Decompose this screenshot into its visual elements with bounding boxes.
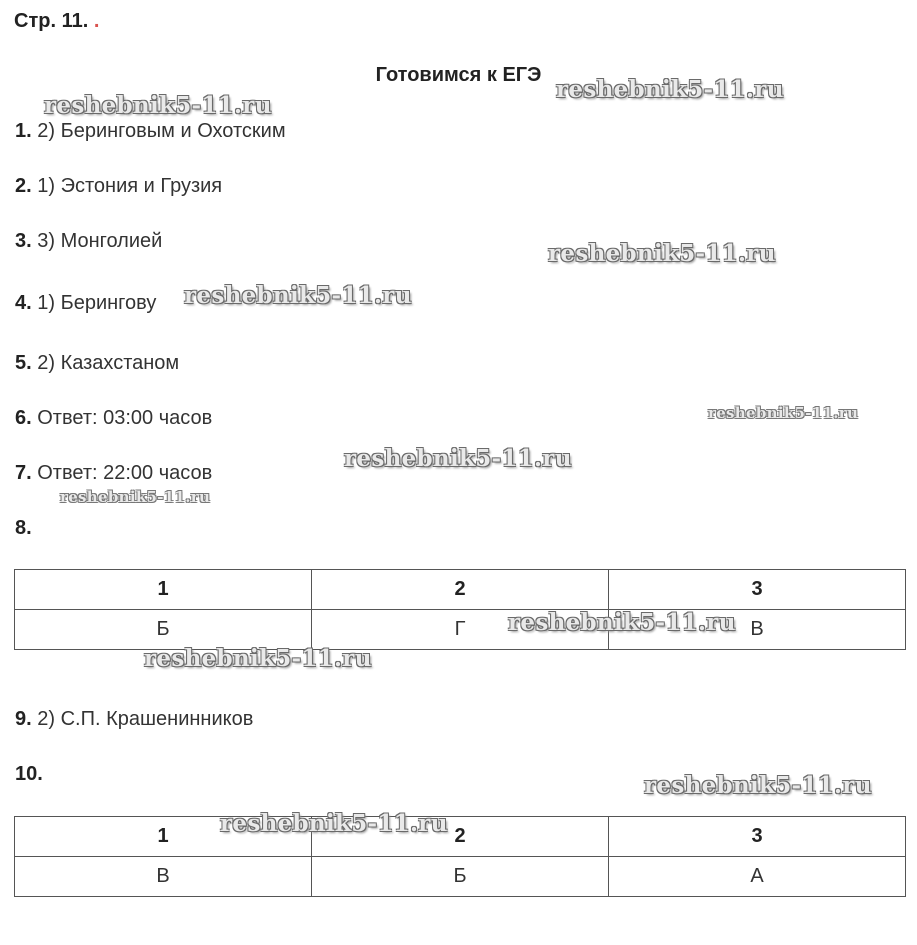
- table-cell: В: [609, 610, 906, 650]
- answer-5: [15, 352, 179, 375]
- answer-number: 4.: [15, 292, 32, 314]
- answer-text: 1) Берингову: [37, 292, 157, 314]
- answer-4: [15, 292, 156, 315]
- answer-3: [15, 230, 162, 253]
- answer-text: 3) Монголией: [37, 230, 163, 252]
- table-header-row: [15, 817, 906, 857]
- watermark: reshebnik5-11.ru: [144, 645, 372, 672]
- section-heading: Готовимся к ЕГЭ: [375, 64, 542, 86]
- table-row: [15, 610, 906, 650]
- answer-text: 2) Беринговым и Охотским: [37, 120, 286, 142]
- page-label-mark: .: [93, 10, 100, 32]
- table-header-cell: 2: [312, 570, 609, 610]
- watermark: reshebnik5-11.ru: [220, 810, 448, 837]
- table-header-cell: 1: [15, 570, 312, 610]
- table-header-cell: 1: [15, 817, 312, 857]
- answer-1: [15, 120, 286, 143]
- watermark: reshebnik5-11.ru: [556, 76, 784, 103]
- answer-number: 3.: [15, 230, 32, 252]
- table-header-cell: 3: [609, 570, 906, 610]
- table-header-cell: 2: [312, 817, 609, 857]
- watermark: reshebnik5-11.ru: [508, 609, 736, 636]
- watermark: reshebnik5-11.ru: [44, 92, 272, 119]
- answer-number: 9.: [15, 708, 32, 730]
- watermark: reshebnik5-11.ru: [344, 445, 572, 472]
- page-label-text: Стр. 11.: [14, 10, 89, 32]
- answer-6: [15, 407, 212, 430]
- answer-2: [15, 175, 222, 198]
- answer-number: 1.: [15, 120, 32, 142]
- watermark: reshebnik5-11.ru: [60, 488, 211, 506]
- table-cell: А: [609, 857, 906, 897]
- table-cell: Б: [312, 857, 609, 897]
- question-10-label: 10.: [15, 763, 43, 785]
- answer-text: Ответ: 03:00 часов: [37, 407, 213, 429]
- watermark: reshebnik5-11.ru: [548, 240, 776, 267]
- answer-number: 2.: [15, 175, 32, 197]
- answer-text: Ответ: 22:00 часов: [37, 462, 213, 484]
- answer-7: [15, 462, 212, 485]
- answer-text: 2) С.П. Крашенинников: [37, 708, 254, 730]
- answer-number: 5.: [15, 352, 32, 374]
- table-cell: В: [15, 857, 312, 897]
- answer-text: 1) Эстония и Грузия: [37, 175, 223, 197]
- answer-table-10: [14, 816, 906, 897]
- watermark: reshebnik5-11.ru: [184, 282, 412, 309]
- table-cell: Г: [312, 610, 609, 650]
- table-row: [15, 857, 906, 897]
- table-header-row: [15, 570, 906, 610]
- table-header-cell: 3: [609, 817, 906, 857]
- answer-table-8: [14, 569, 906, 650]
- answer-9: [15, 708, 253, 731]
- question-8-label: 8.: [15, 517, 32, 539]
- table-cell: Б: [15, 610, 312, 650]
- watermark: reshebnik5-11.ru: [644, 772, 872, 799]
- answer-text: 2) Казахстаном: [37, 352, 180, 374]
- watermark: reshebnik5-11.ru: [708, 404, 859, 422]
- answer-number: 7.: [15, 462, 32, 484]
- page-label: [14, 10, 99, 33]
- answer-number: 6.: [15, 407, 32, 429]
